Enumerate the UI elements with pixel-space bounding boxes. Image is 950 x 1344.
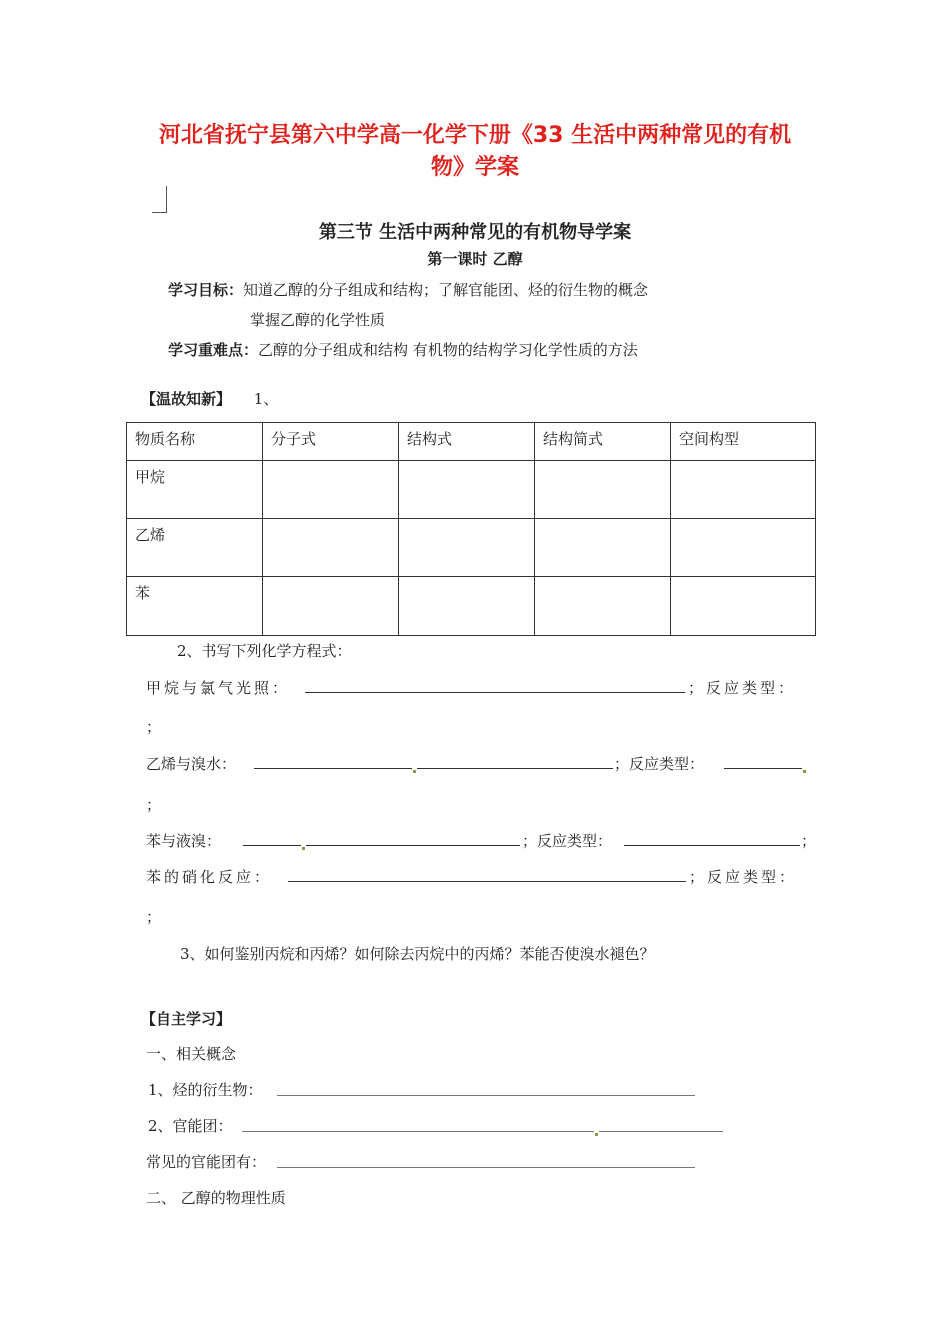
table-header-row	[127, 423, 816, 461]
table-cell	[399, 577, 535, 636]
review-heading-line	[141, 388, 278, 409]
objectives-label: 学习目标：	[168, 281, 244, 299]
answer-blank[interactable]	[277, 1083, 695, 1096]
table-row-label: 乙烯	[127, 519, 263, 577]
q3-text: 3、如何鉴别丙烷和丙烯？如何除去丙烷中的丙烯？苯能否使溴水褪色？	[180, 945, 655, 963]
answer-blank[interactable]	[624, 831, 800, 846]
speck	[302, 847, 305, 850]
table-cell	[671, 519, 816, 577]
answer-blank[interactable]	[305, 678, 685, 693]
table-cell	[535, 519, 671, 577]
self-study-part-1: 一、相关概念	[146, 1045, 237, 1063]
speck	[413, 770, 416, 773]
table-cell	[399, 461, 535, 519]
table-row	[127, 577, 816, 636]
table-cell	[263, 461, 399, 519]
answer-blank[interactable]	[242, 1119, 594, 1132]
q2-semicolon: ；	[146, 796, 162, 814]
q2-type-label: ；反应类型：	[614, 755, 705, 773]
answer-blank[interactable]	[724, 754, 802, 769]
q2-prompt: 2、书写下列化学方程式：	[177, 642, 352, 660]
concept-3-label: 常见的官能团有：	[146, 1153, 267, 1171]
table-header: 物质名称	[127, 423, 263, 461]
section-title: 第三节 生活中两种常见的有机物导学案	[318, 222, 632, 243]
concept-2-label: 2、官能团：	[148, 1117, 233, 1135]
q2-semicolon: ；	[146, 908, 162, 926]
answer-blank[interactable]	[306, 831, 520, 846]
table-cell	[535, 577, 671, 636]
table-row	[127, 519, 816, 577]
answer-blank[interactable]	[288, 867, 686, 882]
speck	[803, 770, 806, 773]
q2-semicolon: ；	[146, 718, 162, 736]
table-row-label: 苯	[127, 577, 263, 636]
q2-type-label: ；反应类型：	[522, 832, 613, 850]
table-cell	[399, 519, 535, 577]
table-header: 结构式	[399, 423, 535, 461]
self-study-part-2: 二、 乙醇的物理性质	[146, 1189, 286, 1207]
document-title-line-1: 河北省抚宁县第六中学高一化学下册《33 生活中两种常见的有机	[158, 123, 792, 148]
table-header: 空间构型	[671, 423, 816, 461]
answer-blank[interactable]	[599, 1119, 723, 1132]
table-header: 结构简式	[535, 423, 671, 461]
key-points-text: 乙醇的分子组成和结构 有机物的结构学习化学性质的方法	[258, 341, 638, 359]
table-cell	[535, 461, 671, 519]
self-study-heading: 【自主学习】	[141, 1010, 232, 1028]
concept-1-label: 1、烃的衍生物：	[148, 1081, 263, 1099]
q2-item-2-label: 乙烯与溴水：	[146, 755, 237, 773]
margin-corner-mark	[152, 186, 167, 213]
answer-blank[interactable]	[254, 754, 412, 769]
key-points-label: 学习重难点：	[168, 341, 259, 359]
table-cell	[671, 577, 816, 636]
q2-item-1-label: 甲烷与氯气光照：	[146, 679, 291, 697]
compound-table	[126, 422, 816, 636]
q2-item-4-label: 苯的硝化反应：	[146, 868, 273, 886]
table-header: 分子式	[263, 423, 399, 461]
answer-blank[interactable]	[243, 831, 301, 846]
objectives-text-1: 知道乙醇的分子组成和结构；了解官能团、烃的衍生物的概念	[243, 281, 649, 299]
objectives-line-1	[168, 279, 648, 300]
review-heading: 【温故知新】	[141, 390, 232, 408]
document-title-line-2: 物》学案	[430, 155, 519, 180]
key-points	[168, 339, 638, 360]
table-cell	[263, 577, 399, 636]
table-row	[127, 461, 816, 519]
lesson-title: 第一课时 乙醇	[427, 250, 523, 268]
speck	[595, 1133, 598, 1136]
review-number: 1、	[253, 390, 279, 408]
table-row-label: 甲烷	[127, 461, 263, 519]
q2-semicolon: ；	[801, 832, 817, 850]
q2-type-label: ；反应类型：	[688, 679, 797, 697]
q2-item-3-label: 苯与液溴：	[146, 832, 222, 850]
objectives-text-2: 掌握乙醇的化学性质	[250, 311, 386, 329]
answer-blank[interactable]	[277, 1155, 695, 1168]
table-cell	[263, 519, 399, 577]
q2-type-label: ；反应类型：	[689, 868, 798, 886]
answer-blank[interactable]	[417, 754, 613, 769]
table-cell	[671, 461, 816, 519]
